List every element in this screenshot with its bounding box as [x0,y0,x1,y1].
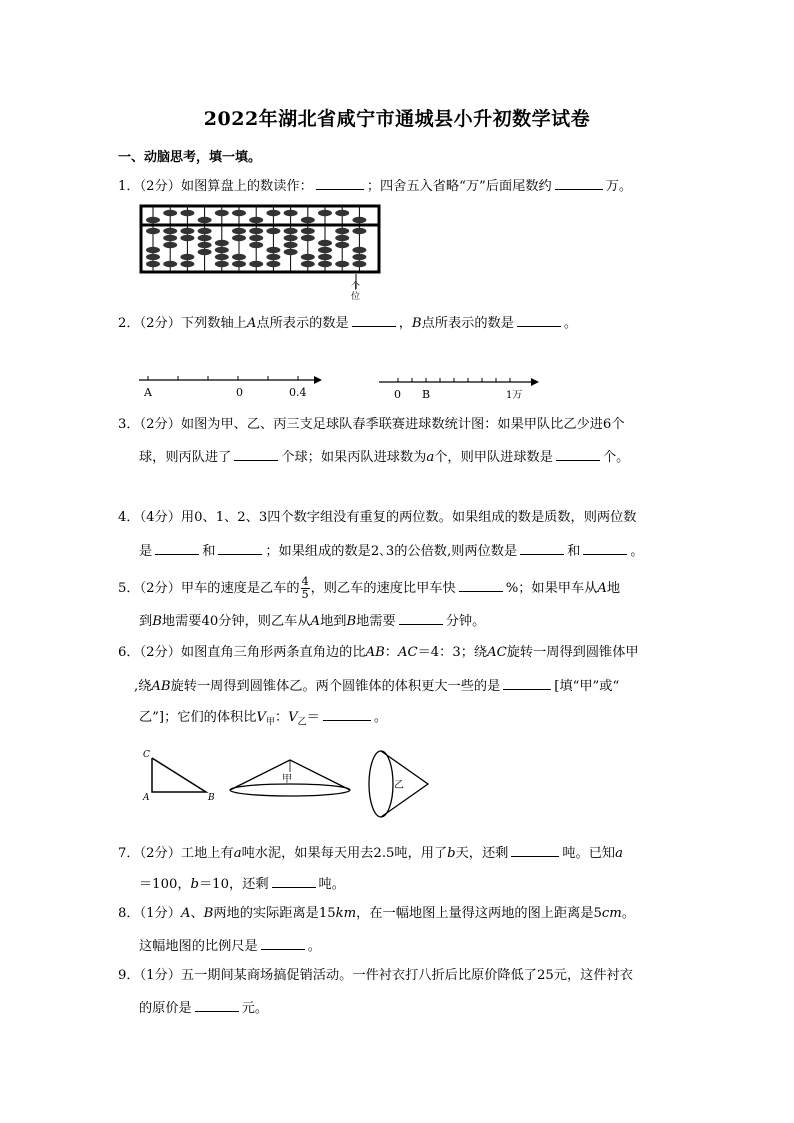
q5-text-i: 分钟。 [445,614,486,629]
abacus-bead [198,242,212,248]
cone-jia-label: 甲 [282,774,292,785]
q6-text-j: 。 [373,710,388,725]
q8-point-a: A [180,906,191,921]
q4-text-e: 。 [630,544,644,559]
q4-text-c: ；如果组成的数是2､3的公倍数,则两位数是 [265,544,518,559]
triangle-label-c: C [143,750,150,760]
abacus-figure [138,203,384,301]
q2-point-a: A [246,316,257,331]
abacus-bead [163,228,177,234]
abacus-bead [146,254,160,260]
abacus-bead [249,235,263,241]
abacus-bead [163,242,177,248]
cone-figure [138,742,438,832]
q2-point-b: B [411,316,422,331]
abacus-bead [198,249,212,255]
abacus-bead [232,261,246,267]
question-6-line-2 [134,676,619,696]
q8-text-b: 两地的实际距离是15 [213,906,336,921]
q8-text-c: ，在一幅地图上量得这两地的图上距离是5 [356,906,602,921]
abacus-bead [335,242,349,248]
q7-text-f: ＝10，还剩 [199,877,269,892]
number-line-2 [376,370,546,402]
q6-text-h: ： [274,710,289,725]
abacus-bead [301,228,315,234]
q1-blank-1[interactable] [316,176,364,190]
q7-text-g: 吨。 [318,877,345,892]
q7-text-c: 天，还剩 [455,846,509,861]
number-line-2-label-0: 0 [394,388,401,401]
q3-text-d: 个，则甲队进球数是 [434,450,553,465]
abacus-bead [284,210,298,216]
abacus-bead [284,249,298,255]
number-line-2-label-b: B [422,388,431,401]
q7-text-d: 吨。已知 [562,846,616,861]
number-line-2-arrow [531,378,539,386]
q9-blank-1[interactable] [195,998,239,1012]
question-6-line-1 [118,644,639,662]
q5-text-d: 地 [606,581,621,596]
abacus-bead [249,217,263,223]
abacus-bead [232,228,246,234]
q1-text-c: 万。 [605,179,633,194]
cone-yi-base [369,751,393,817]
abacus-bead [146,228,160,234]
q2-text-a: 2．（2分）下列数轴上 [118,316,247,331]
q5-text-b: ，则乙车的速度比甲车快 [310,581,456,596]
abacus-bead [146,261,160,267]
q5-text-a: 5．（2分）甲车的速度是乙车的 [118,581,300,596]
abacus-label-wei: 位 [351,292,361,301]
q6-side-ac: AC [397,645,418,660]
q6-text-d: ,绕 [134,679,152,694]
abacus-bead [215,247,229,253]
page-title: 2022年湖北省咸宁市通城县小升初数学试卷 [203,108,591,130]
q1-text-a: 1．（2分）如图算盘上的数读作： [118,179,313,194]
abacus-bead [146,217,160,223]
q2-text-b: 点所表示的数是 [256,316,349,331]
q5-blank-2[interactable] [399,611,443,625]
abacus-bead [215,254,229,260]
question-8-line-2 [139,936,321,956]
question-5-line-2 [139,611,485,631]
q5-point-a: A [597,581,607,596]
abacus-bead [352,228,366,234]
q2-blank-1[interactable] [352,313,396,327]
q8-unit-cm: cm [601,906,622,921]
q8-blank-1[interactable] [261,936,305,950]
abacus-bead [249,261,263,267]
q5-text-h: 地需要 [356,614,396,629]
q6-blank-2[interactable] [323,707,371,721]
abacus-bead [180,210,194,216]
q4-blank-2[interactable] [218,541,262,555]
abacus-bead [301,254,315,260]
question-3-line-1: 3．（2分）如图为甲、乙、丙三支足球队春季联赛进球数统计图：如果甲队比乙少进6个 [118,417,625,432]
number-line-1-arrow [314,376,322,384]
q6-var-v-2: V [288,710,298,725]
q6-text-b: ＝4：3；绕 [417,645,488,660]
abacus-bead [232,235,246,241]
question-3-line-2 [139,447,629,467]
q5-fraction [301,576,310,601]
question-7-line-1 [118,843,623,863]
abacus-bead [163,235,177,241]
abacus-bead [266,228,280,234]
abacus-bead [215,240,229,246]
q4-text-b: 和 [202,544,216,559]
question-8-line-1 [118,905,635,923]
q5-text-g: 地到 [320,614,347,629]
q6-var-v: V [256,710,266,725]
abacus-bead [352,247,366,253]
right-triangle [152,758,206,792]
abacus-bead [335,228,349,234]
q8-text-d: 。 [621,906,635,921]
q4-text-a: 是 [139,544,153,559]
q8-text-e: 这幅地图的比例尺是 [139,939,258,954]
q6-sub-yi: 乙 [297,717,307,728]
question-2 [118,313,577,333]
q3-var-a: a [426,450,435,465]
q7-text-e: ＝100， [139,877,191,892]
abacus-bead [284,228,298,234]
q3-blank-1[interactable] [234,447,278,461]
q3-text-a: 球，则丙队进了 [139,450,232,465]
q1-blank-2[interactable] [555,176,603,190]
q5-text-f: 地需要40分钟，则乙车从 [161,614,311,629]
q3-text-e: 个。 [602,450,630,465]
number-line-1-label-04: 0.4 [289,386,307,399]
q6-text-f: [填“甲”或“ [554,679,620,694]
q7-var-a-2: a [615,846,623,861]
abacus-bead [180,235,194,241]
q6-side-ab: AB [365,645,385,660]
abacus-bead [318,240,332,246]
q2-blank-2[interactable] [517,313,561,327]
q6-text-i: ＝ [306,710,320,725]
q5-blank-1[interactable] [459,578,503,592]
triangle-label-a: A [143,793,150,803]
question-4-line-2 [139,541,644,561]
q5-point-b: B [152,614,162,629]
abacus-bead [232,210,246,216]
q9-text-b: 元。 [241,1001,269,1016]
abacus-bead [198,228,212,234]
abacus-bead [352,217,366,223]
q8-point-b: B [203,906,214,921]
q8-unit-km: km [335,906,357,921]
triangle-label-b: B [208,793,215,803]
abacus-bead [266,261,280,267]
abacus-bead [335,210,349,216]
question-1 [118,176,632,196]
abacus-bead [301,235,315,241]
q4-blank-4[interactable] [583,541,627,555]
q6-text-c: 旋转一周得到圆锥体甲 [506,645,639,660]
abacus-bead [284,242,298,248]
abacus-bead [180,228,194,234]
q7-var-b-2: b [190,877,199,892]
abacus-label-ge: 个 [351,282,361,292]
question-4-line-1: 4．（4分）用0、1、2、3四个数字组没有重复的两位数。如果组成的数是质数，则两位数 [118,510,637,525]
q8-text-a: 8．（1分） [118,906,181,921]
abacus-bead [198,217,212,223]
q4-blank-3[interactable] [520,541,564,555]
abacus-bead [163,261,177,267]
q5-denominator: 5 [301,588,309,601]
abacus-bead [352,261,366,267]
q7-blank-1[interactable] [511,843,559,857]
abacus-bead [146,247,160,253]
cone-jia-base [230,784,350,796]
question-6-line-3 [139,707,387,732]
abacus-bead [318,261,332,267]
abacus-bead [301,261,315,267]
abacus-bead [266,210,280,216]
abacus-bead [266,254,280,260]
abacus-bead [301,217,315,223]
q7-blank-2[interactable] [272,874,316,888]
q2-text-d: 点所表示的数是 [421,316,514,331]
q6-text-g: 乙”]；它们的体积比 [139,710,257,725]
q6-blank-1[interactable] [503,676,551,690]
abacus-bead [335,235,349,241]
question-9-line-2 [139,998,268,1018]
abacus-bead [215,261,229,267]
q5-text-c: %；如果甲车从 [505,581,598,596]
abacus-bead [318,247,332,253]
question-7-line-2 [139,874,345,894]
q3-text-b: 个球；如果丙队进球数为 [281,450,427,465]
q6-sub-jia: 甲 [265,717,275,728]
q7-text-a: 7．（2分）工地上有 [118,846,234,861]
abacus-bead [284,235,298,241]
q8-text-f: 。 [307,939,321,954]
abacus-bead [352,254,366,260]
number-line-1-label-a: A [144,386,152,399]
abacus-bead [318,210,332,216]
abacus-bead [232,254,246,260]
abacus-bead [335,261,349,267]
q9-text-a: 的原价是 [139,1001,192,1016]
q4-blank-1[interactable] [155,541,199,555]
q4-text-d: 和 [567,544,581,559]
q6-text-e: 旋转一周得到圆锥体乙。两个圆锥体的体积更大一些的是 [170,679,501,694]
q5-text-e: 到 [139,614,153,629]
question-9-line-1: 9．（1分）五一期间某商场搞促销活动。一件衬衣打八折后比原价降低了25元，这件衬衣 [118,968,633,983]
q7-var-a: a [233,846,242,861]
abacus-bead [198,235,212,241]
abacus-bead [318,254,332,260]
q1-text-b: ；四舍五入省略“万”后面尾数约 [366,179,552,194]
q3-blank-2[interactable] [556,447,600,461]
number-line-1 [136,368,326,400]
q6-side-ac-2: AC [487,645,507,660]
q2-text-e: 。 [563,316,578,331]
q7-text-b: 吨水泥，如果每天用去2.5吨，用了 [241,846,448,861]
q5-numerator: 4 [301,575,309,588]
q7-var-b: b [447,846,456,861]
question-5-line-1 [118,576,620,601]
section-heading: 一、动脑思考，填一填。 [118,150,262,165]
number-line-2-label-1w: 1万 [506,390,523,401]
q6-text-a: 6．（2分）如图直角三角形两条直角边的比 [118,645,366,660]
abacus-bead [266,247,280,253]
abacus-bead [249,242,263,248]
number-line-1-label-0: 0 [236,386,243,399]
q6-side-ab-2: AB [151,679,171,694]
q2-text-c: ， [398,316,412,331]
cone-yi-label: 乙 [394,780,404,791]
abacus-bead [180,254,194,260]
q5-point-a-2: A [310,614,321,629]
q6-colon: ： [384,645,398,660]
cone-yi-sides [381,751,428,817]
abacus-bead [249,228,263,234]
abacus-bead [163,210,177,216]
abacus-bead [180,261,194,267]
q5-point-b-2: B [346,614,357,629]
abacus-bead [215,210,229,216]
q8-sep: 、 [190,906,204,921]
